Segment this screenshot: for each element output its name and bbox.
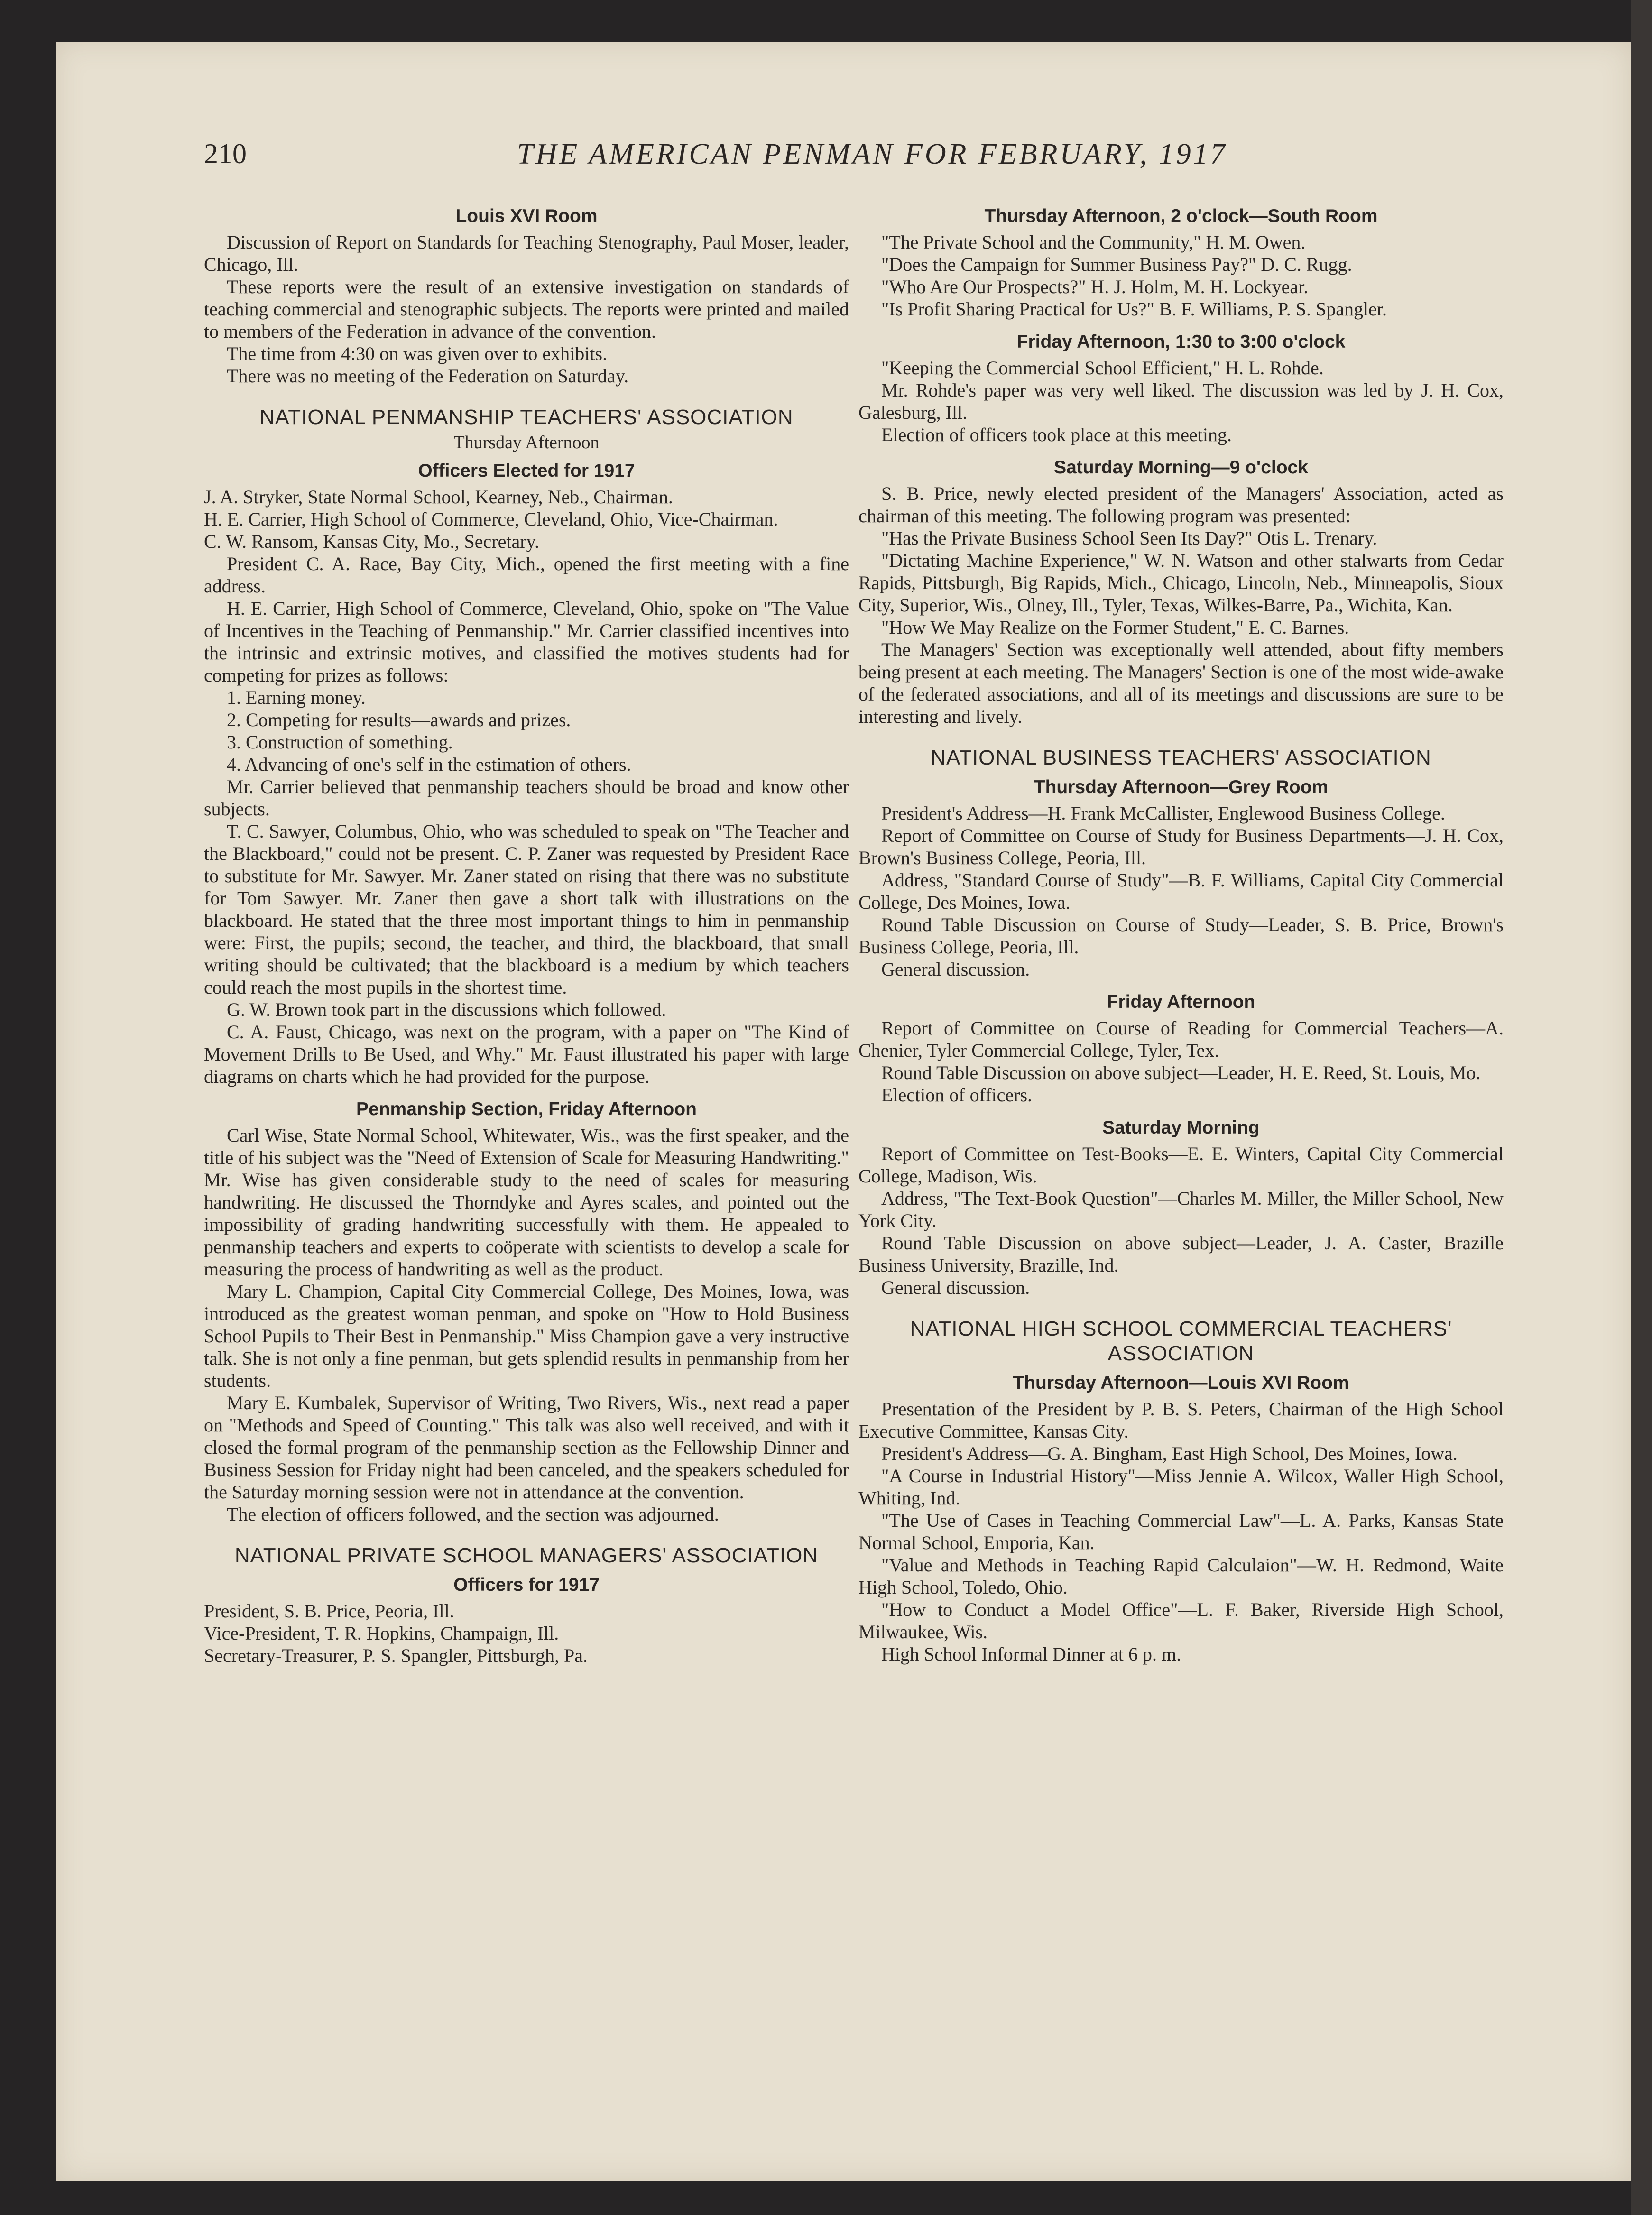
officer-line: Vice-President, T. R. Hopkins, Champaign, Ill.: [204, 1623, 559, 1644]
right-column: [858, 199, 1504, 1665]
paragraph: Address, "Standard Course of Study"—B. F. Williams, Capital City Commercial College, Des Moines, Iowa.: [858, 869, 1504, 913]
paragraph: Discussion of Report on Standards for Teaching Stenography, Paul Moser, leader, Chicago, Ill.: [204, 231, 849, 275]
officer-line: J. A. Stryker, State Normal School, Kearney, Neb., Chairman.: [204, 486, 673, 508]
paragraph: Round Table Discussion on above subject—Leader, H. E. Reed, St. Louis, Mo.: [881, 1062, 1481, 1083]
paragraph: C. A. Faust, Chicago, was next on the program, with a paper on "The Kind of Movement Drills to Be Used, and Why." Mr. Faust illustrated his paper with large diagrams on charts which he had provided for the purpose.: [204, 1021, 849, 1087]
paragraph: Mary L. Champion, Capital City Commercial College, Des Moines, Iowa, was introduced as the greatest woman penman, and spoke on "How to Hold Business School Pupils to Their Best in Penmanship." Miss Champion gave a very instructive talk. She is not only a fine penman, but gets splendid results in penmanship from her students.: [204, 1281, 849, 1391]
paragraph: Mr. Carrier believed that penmanship teachers should be broad and know other subjects.: [204, 776, 849, 820]
paragraph: President C. A. Race, Bay City, Mich., opened the first meeting with a fine address.: [204, 553, 849, 597]
section-heading: Officers Elected for 1917: [418, 461, 635, 481]
paragraph: President's Address—G. A. Bingham, East High School, Des Moines, Iowa.: [881, 1443, 1458, 1464]
paragraph: Mary E. Kumbalek, Supervisor of Writing, Two Rivers, Wis., next read a paper on "Methods and Speed of Counting." This talk was also well received, and with it closed the formal program of the penmanship section as the Fellowship Dinner and Business Session for Friday night had been canceled, and the speakers scheduled for the Saturday morning session were not in attendance at the convention.: [204, 1392, 849, 1503]
paragraph: High School Informal Dinner at 6 p. m.: [881, 1643, 1181, 1665]
paragraph: President's Address—H. Frank McCallister, Englewood Business College.: [881, 803, 1445, 824]
paragraph: Presentation of the President by P. B. S. Peters, Chairman of the High School Executive Committee, Kansas City.: [858, 1398, 1504, 1442]
paragraph: "Is Profit Sharing Practical for Us?" B. F. Williams, P. S. Spangler.: [881, 298, 1387, 320]
paragraph: "The Private School and the Community," H. M. Owen.: [881, 231, 1306, 253]
section-heading: Friday Afternoon, 1:30 to 3:00 o'clock: [1016, 332, 1346, 352]
paragraph: "Has the Private Business School Seen Its Day?" Otis L. Trenary.: [881, 527, 1377, 549]
paragraph: "Value and Methods in Teaching Rapid Calculaion"—W. H. Redmond, Waite High School, Toledo, Ohio.: [858, 1554, 1504, 1598]
association-heading: NATIONAL PENMANSHIP TEACHERS' ASSOCIATION: [259, 406, 794, 429]
paragraph: Report of Committee on Course of Reading for Commercial Teachers—A. Chenier, Tyler Commercial College, Tyler, Tex.: [858, 1017, 1504, 1061]
paragraph: "Dictating Machine Experience," W. N. Watson and other stalwarts from Cedar Rapids, Pittsburgh, Big Rapids, Mich., Chicago, Lincoln, Neb., Minneapolis, Sioux City, Superior, Wis., Olney, Ill., Tyler, Texas, Wilkes-Barre, Pa., Wichita, Kan.: [858, 550, 1504, 616]
paragraph: Mr. Rohde's paper was very well liked. The discussion was led by J. H. Cox, Galesburg, Ill.: [858, 379, 1504, 423]
section-heading: Friday Afternoon: [1107, 992, 1255, 1012]
association-heading: NATIONAL BUSINESS TEACHERS' ASSOCIATION: [931, 746, 1431, 769]
paragraph: "Keeping the Commercial School Efficient," H. L. Rohde.: [881, 357, 1324, 378]
paragraph: The Managers' Section was exceptionally well attended, about fifty members being present at each meeting. The Managers' Section is one of the most wide-awake of the federated associations, and all of its meetings and discussions are sure to be interesting and lively.: [858, 639, 1504, 727]
paragraph: "A Course in Industrial History"—Miss Jennie A. Wilcox, Waller High School, Whiting, Ind.: [858, 1465, 1504, 1509]
paragraph: Round Table Discussion on above subject—Leader, J. A. Caster, Brazille Business University, Brazille, Ind.: [858, 1232, 1504, 1276]
paragraph: "The Use of Cases in Teaching Commercial Law"—L. A. Parks, Kansas State Normal School, Emporia, Kan.: [858, 1510, 1504, 1553]
section-heading: Thursday Afternoon—Louis XVI Room: [1013, 1373, 1349, 1393]
paragraph: Election of officers took place at this meeting.: [881, 424, 1232, 445]
paragraph: There was no meeting of the Federation on Saturday.: [227, 365, 629, 387]
left-column: [204, 199, 849, 1667]
running-title: THE AMERICAN PENMAN FOR FEBRUARY, 1917: [517, 138, 1227, 170]
paragraph: Report of Committee on Course of Study for Business Departments—J. H. Cox, Brown's Business College, Peoria, Ill.: [858, 825, 1504, 868]
officer-line: C. W. Ransom, Kansas City, Mo., Secretary.: [204, 531, 539, 552]
paragraph: "How We May Realize on the Former Student," E. C. Barnes.: [881, 617, 1349, 638]
session-subheading: Thursday Afternoon: [453, 433, 600, 452]
section-heading: Saturday Morning—9 o'clock: [1054, 457, 1308, 478]
paragraph: Carl Wise, State Normal School, Whitewater, Wis., was the first speaker, and the title of his subject was the "Need of Extension of Scale for Measuring Handwriting." Mr. Wise has given considerable study to the need of scales for measuring handwriting. He discussed the Thorndyke and Ayres scales, and pointed out the impossibility of grading handwriting successfully with them. He appealed to penmanship teachers and experts to coöperate with scientists to develop a scale for measuring the process of handwriting as well as the product.: [204, 1125, 849, 1280]
paragraph: "How to Conduct a Model Office"—L. F. Baker, Riverside High School, Milwaukee, Wis.: [858, 1599, 1504, 1643]
list-item: 1. Earning money.: [227, 687, 366, 708]
paragraph: General discussion.: [881, 959, 1030, 980]
paragraph: S. B. Price, newly elected president of the Managers' Association, acted as chairman of this meeting. The following program was presented:: [858, 483, 1504, 526]
paragraph: Address, "The Text-Book Question"—Charles M. Miller, the Miller School, New York City.: [858, 1188, 1504, 1231]
paragraph: The time from 4:30 on was given over to exhibits.: [227, 343, 608, 364]
list-item: 3. Construction of something.: [227, 731, 453, 753]
page-number: 210: [204, 138, 247, 169]
paragraph: "Who Are Our Prospects?" H. J. Holm, M. H. Lockyear.: [881, 276, 1309, 297]
association-heading: NATIONAL PRIVATE SCHOOL MANAGERS' ASSOCIATION: [234, 1544, 819, 1567]
section-heading: Officers for 1917: [453, 1575, 600, 1595]
book-spine: [1631, 0, 1652, 2215]
association-heading: NATIONAL HIGH SCHOOL COMMERCIAL TEACHERS' ASSOCIATION: [910, 1317, 1452, 1365]
officer-line: H. E. Carrier, High School of Commerce, Cleveland, Ohio, Vice-Chairman.: [204, 508, 778, 530]
section-heading: Penmanship Section, Friday Afternoon: [356, 1099, 697, 1119]
list-item: 2. Competing for results—awards and prizes.: [227, 709, 571, 730]
officer-line: Secretary-Treasurer, P. S. Spangler, Pittsburgh, Pa.: [204, 1645, 588, 1666]
page-header: [204, 138, 1247, 185]
paragraph: The election of officers followed, and the section was adjourned.: [227, 1504, 719, 1525]
paragraph: General discussion.: [881, 1277, 1030, 1298]
paragraph: T. C. Sawyer, Columbus, Ohio, who was scheduled to speak on "The Teacher and the Blackboard," could not be present. C. P. Zaner was requested by President Race to substitute for Mr. Sawyer. Mr. Zaner stated on rising that there was no substitute for Tom Sawyer. Mr. Zaner then gave a short talk with illustrations on the blackboard. He stated that the three most important things to him in penmanship were: First, the pupils; second, the teacher, and third, the blackboard, that small writing should be cultivated; that the blackboard is a medium by which teachers could reach the most pupils in the shortest time.: [204, 821, 849, 998]
section-heading: Saturday Morning: [1102, 1117, 1260, 1138]
list-item: 4. Advancing of one's self in the estimation of others.: [227, 754, 631, 775]
officer-line: President, S. B. Price, Peoria, Ill.: [204, 1600, 454, 1622]
paragraph: H. E. Carrier, High School of Commerce, Cleveland, Ohio, spoke on "The Value of Incentives in the Teaching of Penmanship." Mr. Carrier classified incentives into the intrinsic and extrinsic motives, and classified the motives students had for competing for prizes as follows:: [204, 598, 849, 686]
paragraph: Election of officers.: [881, 1084, 1033, 1106]
paragraph: "Does the Campaign for Summer Business Pay?" D. C. Rugg.: [881, 254, 1352, 275]
paragraph: G. W. Brown took part in the discussions which followed.: [227, 999, 666, 1020]
paragraph: These reports were the result of an extensive investigation on standards of teaching commercial and stenographic subjects. The reports were printed and mailed to members of the Federation in advance of the convention.: [204, 276, 849, 342]
section-heading: Louis XVI Room: [455, 206, 598, 226]
paragraph: Report of Committee on Test-Books—E. E. Winters, Capital City Commercial College, Madison, Wis.: [858, 1143, 1504, 1187]
section-heading: Thursday Afternoon, 2 o'clock—South Room: [984, 206, 1378, 226]
paragraph: Round Table Discussion on Course of Study—Leader, S. B. Price, Brown's Business College, Peoria, Ill.: [858, 914, 1504, 958]
section-heading: Thursday Afternoon—Grey Room: [1034, 777, 1329, 797]
